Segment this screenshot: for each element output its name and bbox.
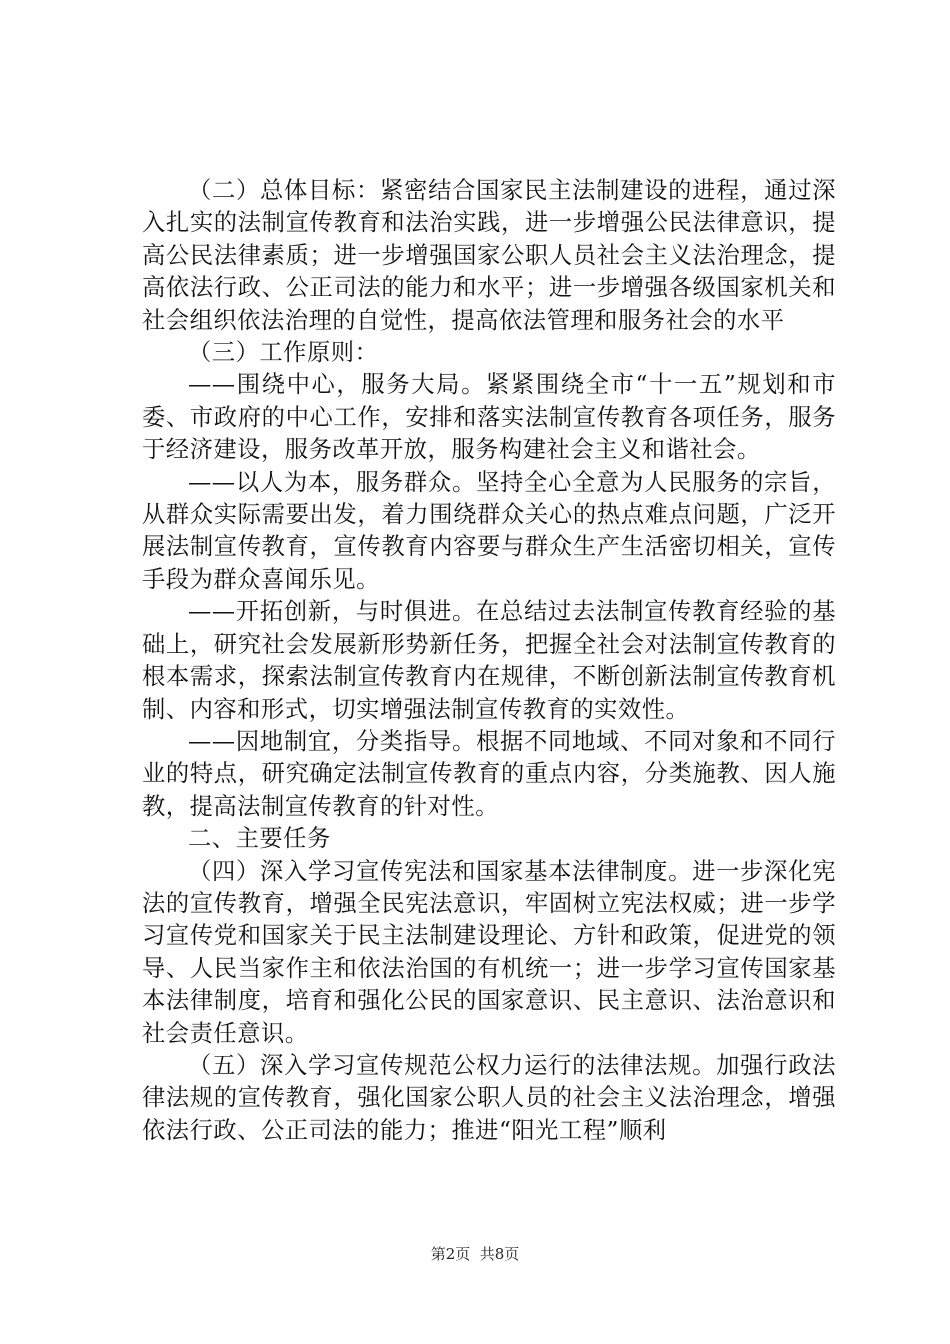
paragraph-task-public-power: （五）深入学习宣传规范公权力运行的法律法规。加强行政法律法规的宣传教育，强化国家公职人员的社会主义法治理念，增强依法行政、公正司法的能力；推进“阳光工程”顺利 — [142, 1051, 836, 1144]
paragraph-principle-innovation: ——开拓创新，与时俱进。在总结过去法制宣传教育经验的基础上，研究社会发展新形势新任务，把握全社会对法制宣传教育的根本需求，探索法制宣传教育内在规律，不断创新法制宣传教育机制、内容和形式，切实增强法制宣传教育的实效性。 — [142, 598, 836, 723]
paragraph-work-principles-heading: （三）工作原则： — [188, 339, 379, 367]
paragraph-task-constitution: （四）深入学习宣传宪法和国家基本法律制度。进一步深化宪法的宣传教育，增强全民宪法意识，牢固树立宪法权威；进一步学习宣传党和国家关于民主法制建设理论、方针和政策，促进党的领导、人民当家作主和依法治国的有机统一；进一步学习宣传国家基本法律制度，培育和强化公民的国家意识、民主意识、法治意识和社会责任意识。 — [142, 857, 836, 1047]
paragraph-overall-goal: （二）总体目标：紧密结合国家民主法制建设的进程，通过深入扎实的法制宣传教育和法治实践，进一步增强公民法律意识，提高公民法律素质；进一步增强国家公职人员社会主义法治理念，提高依法行政、公正司法的能力和水平；进一步增强各级国家机关和社会组织依法治理的自觉性，提高依法管理和服务社会的水平 — [142, 177, 836, 334]
page-footer — [0, 1244, 950, 1264]
paragraph-principle-local: ——因地制宜，分类指导。根据不同地域、不同对象和不同行业的特点，研究确定法制宣传教育的重点内容，分类施教、因人施教，提高法制宣传教育的针对性。 — [142, 727, 836, 820]
paragraph-principle-people: ——以人为本，服务群众。坚持全心全意为人民服务的宗旨，从群众实际需要出发，着力围绕群众关心的热点难点问题，广泛开展法制宣传教育，宣传教育内容要与群众生产生活密切相关，宣传手段为群众喜闻乐见。 — [142, 468, 836, 593]
section-heading-main-tasks: 二、主要任务 — [188, 825, 331, 853]
document-body — [142, 175, 836, 1147]
page-number-label: 第2页 共8页 — [430, 1245, 520, 1263]
paragraph-principle-center: ——围绕中心，服务大局。紧紧围绕全市“十一五”规划和市委、市政府的中心工作，安排和落实法制宣传教育各项任务，服务于经济建设，服务改革开放，服务构建社会主义和谐社会。 — [142, 371, 836, 464]
